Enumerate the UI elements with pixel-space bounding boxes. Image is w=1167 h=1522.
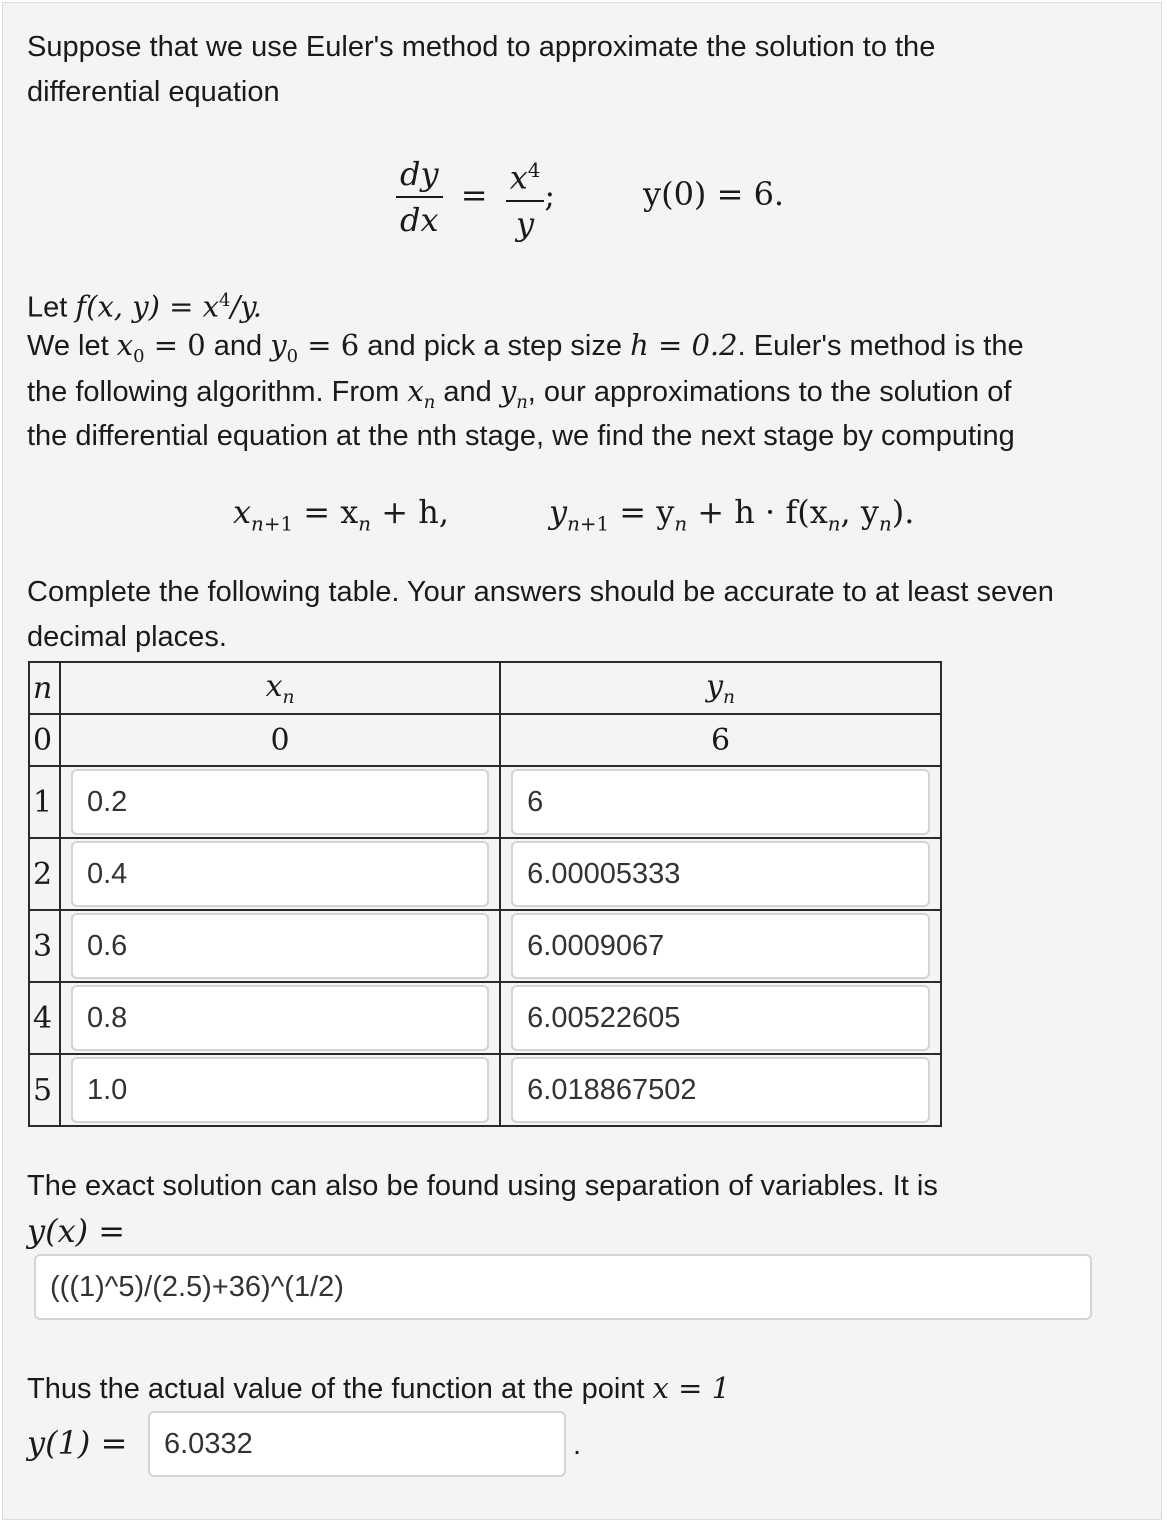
- x0-value: 0: [60, 714, 500, 766]
- table-row: 0 0 6: [29, 714, 941, 766]
- table-row: 4 0.8 6.00522605: [29, 982, 941, 1054]
- table-row: 2 0.4 6.00005333: [29, 838, 941, 910]
- actual-value-input[interactable]: 6.0332: [148, 1411, 566, 1477]
- function-definition: Let f(x, $y) = x^4/y$.: [27, 289, 262, 324]
- y3-input[interactable]: 6.0009067: [511, 913, 930, 979]
- y-recurrence: $y_{n+1} = y_n + h \cdot f(x_n$, $y_n$).: [549, 493, 915, 536]
- setup-line-2: the following algorithm. From $x_n$ and $y_n$, our approximations to the solution of: [27, 374, 1012, 413]
- euler-table: [28, 661, 942, 1127]
- x3-input[interactable]: 0.6: [71, 913, 489, 979]
- table-row: 1 0.2 6: [29, 766, 941, 838]
- actual-period: .: [573, 1429, 582, 1461]
- header-xn: $x_n$: [60, 662, 500, 714]
- table-row: 5 1.0 6.018867502: [29, 1054, 941, 1126]
- x1-input[interactable]: 0.2: [71, 769, 489, 835]
- table-row: 3 0.6 6.0009067: [29, 910, 941, 982]
- exact-solution-lhs: y(x) =: [27, 1212, 126, 1250]
- x4-input[interactable]: 0.8: [71, 985, 489, 1051]
- x2-input[interactable]: 0.4: [71, 841, 489, 907]
- header-yn: $y_n$: [500, 662, 941, 714]
- instructions-line-1: Complete the following table. Your answers should be accurate to at least seven: [27, 576, 1054, 608]
- instructions-line-2: decimal places.: [27, 621, 227, 653]
- y4-input[interactable]: 6.00522605: [511, 985, 930, 1051]
- intro-line-2: differential equation: [27, 76, 280, 108]
- y1-input[interactable]: 6: [511, 769, 930, 835]
- actual-value-text: Thus the actual value of the function at the point x = 1: [27, 1371, 731, 1405]
- rhs-fraction: $\frac{x^4}{y}$: [506, 149, 545, 246]
- problem-card: [2, 2, 1162, 1520]
- y5-input[interactable]: 6.018867502: [511, 1057, 930, 1123]
- exact-solution-text: The exact solution can also be found using separation of variables. It is: [27, 1170, 938, 1202]
- intro-line-1: Suppose that we use Euler's method to approximate the solution to the: [27, 31, 936, 63]
- y0-value: 6: [500, 714, 941, 766]
- header-n: n: [29, 662, 60, 714]
- setup-line-1: We let $x_0 = 0$ and $y_0 = 6$ and pick a step size h = 0.2. Euler's method is the: [27, 328, 1024, 367]
- x5-input[interactable]: 1.0: [71, 1057, 489, 1123]
- y2-input[interactable]: 6.00005333: [511, 841, 930, 907]
- exact-solution-input[interactable]: (((1)^5)/(2.5)+36)^(1/2): [34, 1254, 1092, 1320]
- actual-value-lhs: y(1) =: [27, 1424, 128, 1462]
- initial-condition: y(0) = 6.: [643, 175, 785, 213]
- ode-equation: $\frac{dy}{dx}$ = $\frac{x^4}{y}$ ;: [396, 149, 555, 246]
- x-recurrence: $x_{n+1} = x_n + h$,: [233, 493, 449, 536]
- table-header-row: [29, 662, 941, 714]
- setup-line-3: the differential equation at the nth stage, we find the next stage by computing: [27, 420, 1015, 452]
- dy-dx-fraction: $\frac{dy}{dx}$: [396, 152, 443, 242]
